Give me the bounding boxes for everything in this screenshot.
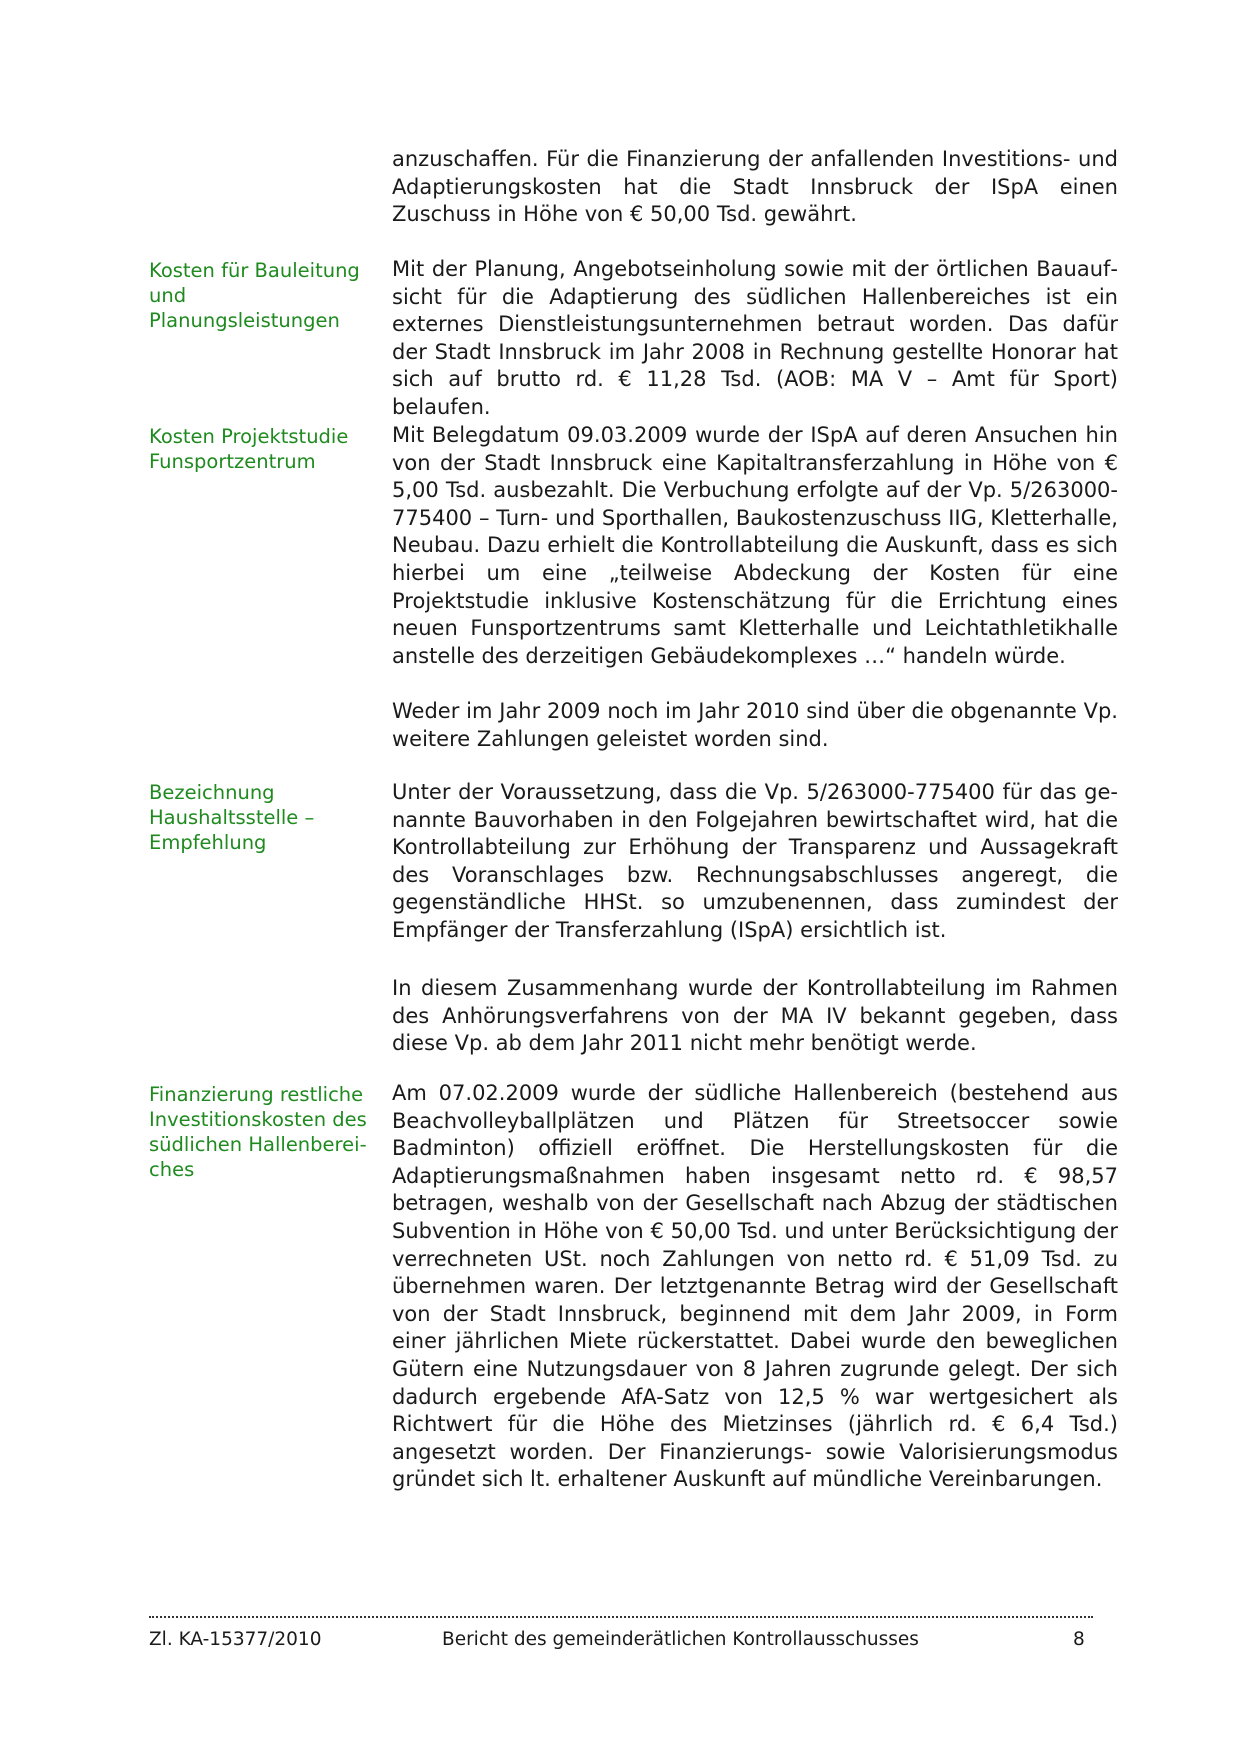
paragraph-investment-funding: anzuschaffen. Für die Finanzierung der anfallenden Investitions- und Adaptierungskosten hat die Stadt Innsbruck der ISpA einen Zuschuss in Höhe von € 50,00 Tsd. gewährt.	[392, 147, 1118, 227]
paragraph-hall-opening-financing: Am 07.02.2009 wurde der südliche Hallenbereich (bestehend aus Beachvolleyballplätzen und Plätzen für Streetsoccer sowie Badminton) offiziell eröffnet. Die Herstellungskosten für die Adaptierungsmaßnahmen haben insgesamt netto rd. € 98,57 betragen, weshalb von der Gesellschaft nach Abzug der städtischen Subvention in Höhe von € 50,00 Tsd. und unter Berücksichtigung der verrechneten USt. noch Zahlungen von netto rd. € 51,09 Tsd. zu übernehmen waren. Der letztgenannte Betrag wird der Gesellschaft von der Stadt Innsbruck, beginnend mit dem Jahr 2009, in Form einer jährlichen Miete rückerstattet. Dabei wurde den beweglichen Gütern eine Nutzungsdauer von 8 Jahren zugrunde gelegt. Der sich dadurch ergebende AfA-Satz von 12,5 % war wertgesichert als Richtwert für die Höhe des Mietzinses (jährlich rd. € 6,4 Tsd.) angesetzt worden. Der Finanzierungs- sowie Valorisierungsmodus gründet sich lt. erhaltener Auskunft auf mündliche Vereinbarungen.	[392, 1081, 1118, 1492]
paragraph-planning-costs: Mit der Planung, Angebotseinholung sowie mit der örtlichen Bauaufsicht für die Adaptierung des südlichen Hallenbereiches ist ein externes Dienstleistungsunternehmen betraut worden. Das dafür der Stadt Innsbruck im Jahr 2008 in Rechnung gestellte Honorar hat sich auf brutto rd. € 11,28 Tsd. (AOB: MA V – Amt für Sport) belaufen.	[392, 257, 1118, 419]
side-heading-site-management-costs: Kosten für Bauleitung und Planungsleistungen	[149, 259, 360, 332]
paragraph-hearing-procedure: In diesem Zusammenhang wurde der Kontrollabteilung im Rahmen des Anhörungsverfahrens von der MA IV bekannt gegeben, dass diese Vp. ab dem Jahr 2011 nicht mehr benötigt werde.	[392, 976, 1118, 1056]
side-heading-budget-item-recommendation: Bezeichnung Haushaltsstelle – Empfehlung	[149, 781, 315, 854]
page-number: 8	[1073, 1629, 1085, 1650]
side-heading-project-study-costs: Kosten Projektstudie Funsportzentrum	[149, 425, 349, 473]
paragraph-project-study: Mit Belegdatum 09.03.2009 wurde der ISpA auf deren Ansuchen hin von der Stadt Innsbruck eine Kapitaltransferzahlung in Höhe von € 5,00 Tsd. ausbezahlt. Die Verbuchung erfolgte auf der Vp. 5/263000-775400 – Turn- und Sporthallen, Baukostenzuschuss IIG, Kletterhalle, Neubau. Dazu erhielt die Kontrollabteilung die Auskunft, dass es sich hierbei um eine „teilweise Abdeckung der Kosten für eine Projektstudie inklusive Kostenschätzung für die Errichtung eines neuen Funsportzentrums samt Kletterhalle und Leichtathletikhalle anstelle des derzeitigen Gebäudekomplexes …“ handeln würde.	[392, 423, 1118, 668]
paragraph-recommendation: Unter der Voraussetzung, dass die Vp. 5/263000-775400 für das genannte Bauvorhaben in den Folgejahren bewirtschaftet wird, hat die Kontrollabteilung zur Erhöhung der Transparenz und Aussagekraft des Voranschlages bzw. Rechnungsabschlusses angeregt, die gegenständliche HHSt. so umzubenennen, dass zumindest der Empfänger der Transferzahlung (ISpA) ersichtlich ist.	[392, 780, 1118, 942]
paragraph-no-further-payments: Weder im Jahr 2009 noch im Jahr 2010 sind über die obgenannte Vp. weitere Zahlungen geleistet worden sind.	[392, 699, 1118, 751]
footer-title: Bericht des gemeinderätlichen Kontrollausschusses	[442, 1629, 919, 1650]
footer-divider	[149, 1616, 1093, 1618]
side-heading-remaining-investment-financing: Finanzierung restliche Investitionskosten des südlichen Hallenbereiches	[149, 1083, 367, 1181]
footer-reference: Zl. KA-15377/2010	[149, 1629, 322, 1650]
